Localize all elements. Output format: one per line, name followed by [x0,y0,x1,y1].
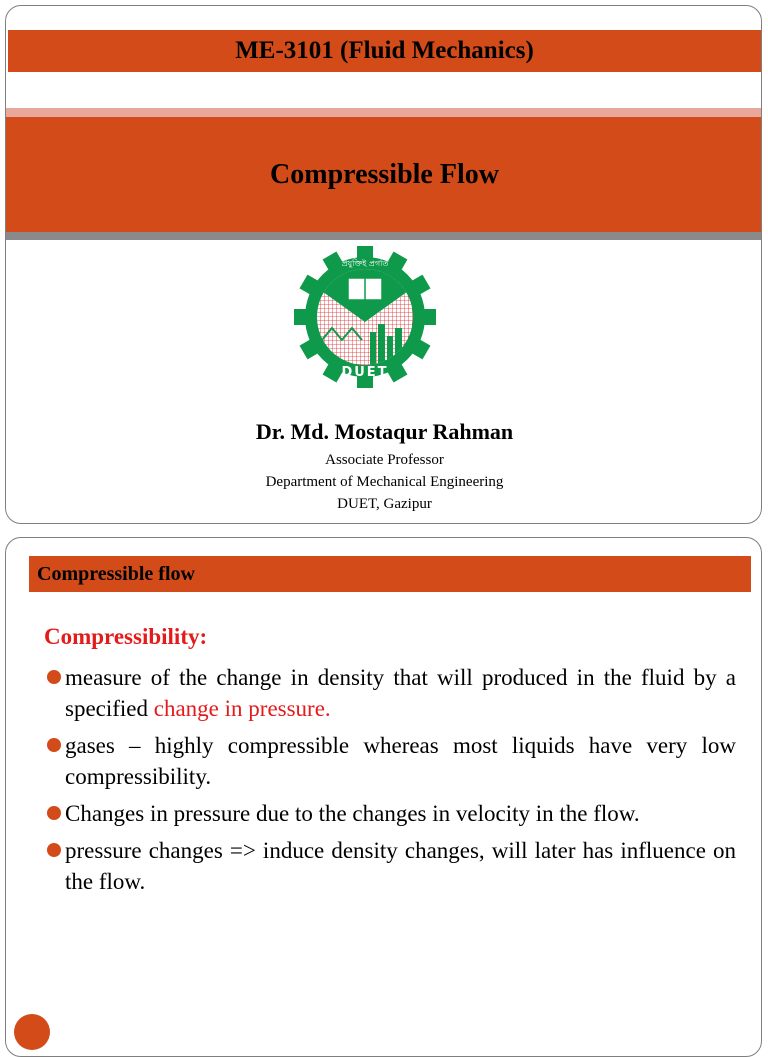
content-slide [5,537,762,1057]
page-number-badge [14,1014,50,1050]
book-icon [348,278,382,300]
author-name: Dr. Md. Mostaqur Rahman [255,419,514,444]
list-item [44,730,736,792]
title-slide [5,5,762,524]
bullet-text: Changes in pressure due to the changes in velocity in the flow. [65,801,640,826]
institution: DUET, Gazipur [337,496,432,512]
lecture-title: Compressible Flow [6,117,762,232]
gray-divider [6,232,762,240]
bullet-icon [47,738,61,752]
logo-motto: প্রযুক্তিই প্রগতি [341,259,389,268]
duet-logo-icon [292,244,438,390]
list-item [44,798,736,829]
bullet-text: pressure changes => induce density changes, will later has influence on the flow. [65,838,736,894]
bullet-highlight: change in pressure. [153,696,331,721]
bullet-icon [47,670,61,684]
list-item [44,835,736,897]
bullet-icon [47,843,61,857]
bullet-icon [47,806,61,820]
course-title: ME-3101 (Fluid Mechanics) [8,30,761,72]
list-item [44,662,736,724]
department: Department of Mechanical Engineering [265,474,504,490]
bullet-list [44,662,736,903]
logo-text: DUET [341,365,389,380]
bullet-text: gases – highly compressible whereas most liquids have very low compressibility. [65,733,736,789]
pink-divider [6,108,762,117]
bullet-text: measure of the change in density that will produced in the fluid by a specified [65,665,736,721]
author-title: Associate Professor [325,452,444,468]
section-heading: Compressible flow [29,556,751,592]
term-heading: Compressibility: [44,624,208,649]
